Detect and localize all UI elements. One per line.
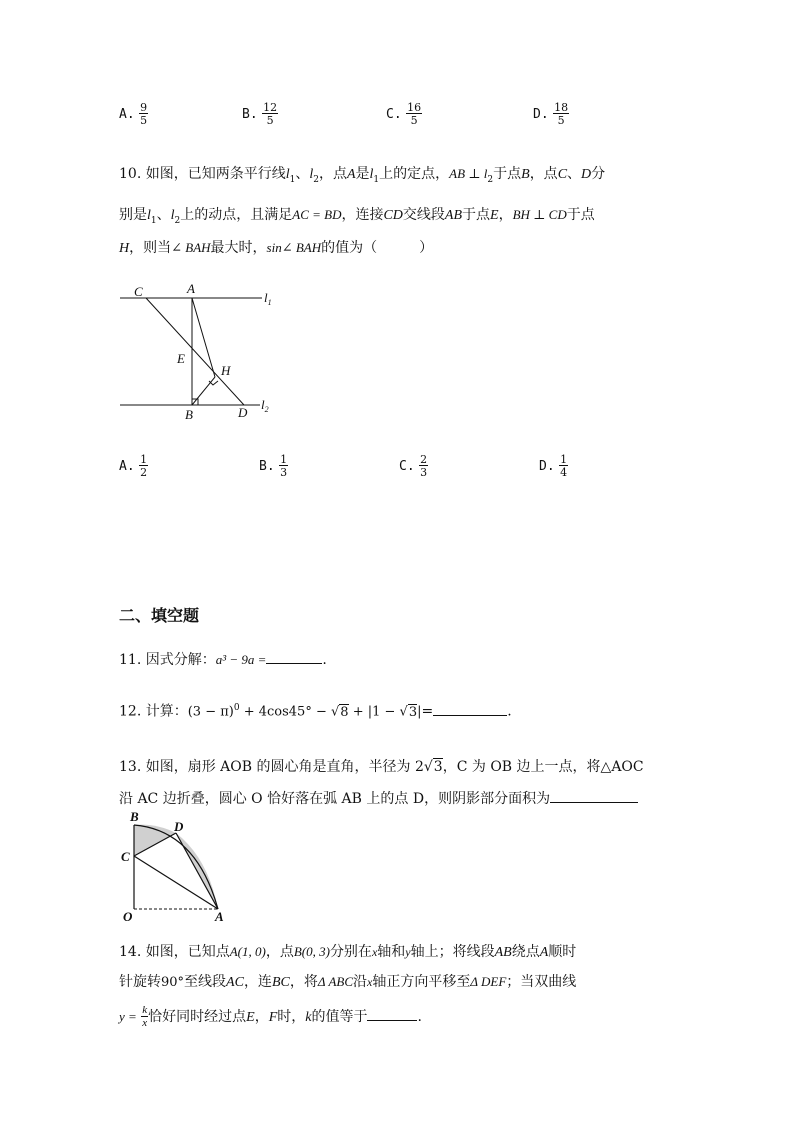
text: ， [498, 207, 513, 223]
math: A(1, 0) [229, 944, 266, 959]
q13-figure [112, 808, 234, 926]
text: 、 [156, 207, 171, 223]
math: 90° [161, 975, 185, 990]
text: 于点 [462, 207, 491, 223]
question-number: 12. [119, 703, 142, 720]
option-label: C. [386, 107, 402, 122]
text: 顺时 [548, 944, 577, 960]
text: 因式分解： [145, 652, 216, 668]
var: D [581, 167, 592, 182]
answer-blank[interactable] [367, 1006, 417, 1021]
math: ∠ BAH [171, 240, 211, 255]
sub: 1 [150, 215, 157, 226]
question-12 [119, 698, 512, 723]
text: ，将 [289, 974, 318, 990]
math: B(0, 3) [293, 944, 330, 959]
segment-bh [192, 377, 215, 405]
text: 轴正方向平移至 [372, 974, 471, 990]
q10-option-c[interactable] [399, 454, 428, 478]
label-a: A [215, 909, 224, 924]
label-l2 [261, 397, 269, 414]
text: 分 [591, 166, 606, 182]
denominator: 2 [140, 466, 148, 479]
label-d: D [174, 819, 184, 834]
l2-letter: l [261, 397, 265, 412]
text: 上的定点， [379, 166, 450, 182]
var: x [371, 945, 378, 959]
var: l [147, 208, 151, 223]
question-number: 14. [119, 944, 142, 960]
q9-option-b[interactable] [242, 102, 278, 126]
option-label: B. [242, 107, 258, 122]
var: F [268, 1010, 278, 1025]
math: + 4cos45° − [239, 704, 331, 720]
var: k [305, 1010, 312, 1025]
numerator: 1 [140, 453, 148, 466]
l2-sub: 2 [264, 405, 269, 414]
denominator: 5 [262, 113, 278, 126]
q10-option-d[interactable] [539, 454, 568, 478]
text: 于点 [566, 207, 595, 223]
text: ，连 [243, 974, 272, 990]
q10-line-1 [119, 164, 605, 190]
q10-option-b[interactable] [259, 454, 288, 478]
label-b: B [130, 809, 139, 824]
label-h: H [221, 363, 231, 378]
q10-line-3 [119, 238, 433, 259]
answer-blank[interactable] [266, 649, 322, 664]
label-a: A [187, 281, 195, 296]
text: . [507, 703, 512, 720]
var: l [285, 167, 290, 182]
radicand: 8 [340, 704, 349, 720]
text: ，C 为 OB 边上一点，将△AOC [442, 759, 644, 775]
text: 针旋转 [119, 974, 161, 990]
math: a³ − 9a = [215, 652, 267, 667]
denominator: 3 [280, 466, 288, 479]
label-d: D [238, 405, 248, 420]
numerator: 1 [280, 453, 288, 466]
q13-line-2 [119, 788, 638, 809]
numerator: 16 [407, 101, 422, 114]
right-angle-h [209, 381, 218, 385]
label-b: B [185, 407, 193, 422]
radicand: 3 [433, 759, 443, 775]
denominator: 5 [406, 113, 422, 126]
option-label: A. [119, 107, 135, 122]
var: x [367, 975, 373, 989]
option-label: D. [533, 107, 549, 122]
q10-figure [112, 278, 282, 426]
question-11 [119, 649, 327, 670]
text: ，点 [318, 166, 347, 182]
fraction [553, 102, 569, 126]
q9-option-a[interactable] [119, 102, 148, 126]
math: BH ⊥ CD [512, 207, 567, 222]
numerator: 9 [140, 101, 148, 114]
q10-line-2 [119, 205, 595, 231]
answer-blank[interactable] [433, 701, 507, 716]
sqrt-3: √3 [423, 759, 443, 775]
fraction [139, 454, 148, 478]
question-number: 13. [119, 759, 142, 775]
var: H [119, 241, 130, 256]
math: AB ⊥ l [449, 166, 488, 181]
text: 沿 [353, 974, 368, 990]
text: . [322, 652, 327, 668]
fraction [262, 102, 278, 126]
math: Δ DEF [470, 974, 507, 989]
text: 上的动点，且满足 [180, 207, 293, 223]
sub: 1 [373, 174, 380, 185]
l1-sub: 1 [267, 298, 272, 307]
var: l [309, 167, 314, 182]
math: Δ ABC [317, 974, 354, 989]
fraction [559, 454, 568, 478]
text: 最大时， [210, 240, 267, 256]
text: 、 [567, 166, 582, 182]
var: C [557, 167, 568, 182]
question-number: 10. [119, 166, 142, 182]
text: 、 [295, 166, 310, 182]
sub: 2 [313, 174, 319, 185]
math: | [417, 704, 422, 720]
text: 时， [277, 1009, 306, 1025]
fraction [406, 102, 422, 126]
denominator: 5 [140, 114, 148, 127]
var: CD [383, 208, 403, 223]
text: ， [254, 1009, 269, 1025]
math: sin∠ BAH [266, 240, 322, 255]
denominator: 3 [420, 466, 428, 479]
numerator: 2 [420, 453, 428, 466]
segment-ah [192, 298, 215, 377]
text: 别是 [119, 207, 147, 223]
label-o: O [123, 909, 133, 924]
text: ，则当 [129, 240, 172, 256]
fraction [419, 454, 428, 478]
var: AB [494, 945, 512, 960]
text: 分别在 [329, 944, 372, 960]
fraction [139, 102, 148, 126]
text: 计算： [145, 703, 188, 720]
label-c: C [121, 849, 130, 864]
text: 沿 AC 边折叠，圆心 O 恰好落在弧 AB 上的点 D，则阴影部分面积为 [119, 791, 551, 807]
option-label: B. [259, 459, 275, 474]
text: 恰好同时经过点 [148, 1009, 247, 1025]
text: ，点 [265, 944, 294, 960]
sub: 2 [174, 215, 181, 226]
text: . [417, 1009, 422, 1025]
var: l [170, 208, 175, 223]
var: AB [444, 208, 463, 223]
text: 于点 [493, 166, 522, 182]
question-number: 11. [119, 652, 142, 668]
var: l [369, 167, 374, 182]
text: 是 [355, 166, 370, 182]
denominator: 4 [560, 466, 568, 479]
q9-option-d[interactable] [533, 102, 569, 126]
answer-blank[interactable] [550, 788, 638, 803]
var: E [490, 208, 499, 223]
section-heading: 二、填空题 [119, 606, 200, 625]
option-label: A. [119, 459, 135, 474]
text: 轴上；将线段 [410, 944, 495, 960]
segment-da [176, 833, 218, 909]
q10-option-a[interactable] [119, 454, 148, 478]
numerator: 12 [263, 101, 278, 114]
label-c: C [134, 284, 143, 299]
text: 绕点 [511, 944, 540, 960]
numerator: k [142, 1004, 148, 1016]
text: 的值为（ ） [321, 240, 434, 256]
q14-line-3 [119, 1005, 422, 1029]
var: A [346, 167, 356, 182]
text: 交线段 [402, 207, 445, 223]
sup: 0 [233, 703, 240, 713]
fraction [279, 454, 288, 478]
text: 至线段 [184, 974, 227, 990]
text: ，连接 [341, 207, 384, 223]
var: y [405, 945, 411, 959]
text: ，点 [529, 166, 558, 182]
var: E [246, 1010, 255, 1025]
math: + |1 − [348, 704, 400, 720]
var: B [521, 167, 530, 182]
text: 如图，已知点 [145, 944, 230, 960]
q13-line-1 [119, 757, 644, 777]
sqrt-3: √3 [399, 704, 418, 720]
denominator: x [142, 1017, 148, 1029]
option-label: C. [399, 459, 415, 474]
text: 轴和 [377, 944, 406, 960]
text: ；当双曲线 [506, 974, 577, 990]
option-label: D. [539, 459, 555, 474]
var: AC [226, 975, 244, 990]
math: y = [119, 1009, 137, 1024]
text: 如图，扇形 AOB 的圆心角是直角，半径为 [145, 759, 415, 775]
numerator: 1 [560, 453, 568, 466]
radicand: 3 [408, 704, 418, 720]
denominator: 5 [553, 113, 569, 126]
q14-line-2 [119, 972, 576, 993]
text: 的值等于 [311, 1009, 368, 1025]
sqrt-8: √8 [330, 704, 349, 720]
text: = [421, 703, 434, 720]
sub: 1 [289, 174, 296, 185]
label-l1 [264, 290, 272, 307]
var: BC [271, 975, 290, 990]
numerator: 18 [554, 101, 569, 114]
math: 2 [414, 759, 424, 775]
segment-cd [146, 298, 244, 405]
math: (3 − π) [187, 704, 234, 720]
q9-option-c[interactable] [386, 102, 422, 126]
math: AC = BD [292, 207, 342, 222]
var: A [539, 945, 549, 960]
sub: 2 [487, 174, 494, 185]
l1-letter: l [264, 290, 268, 305]
label-e: E [177, 351, 185, 366]
text: 如图，已知两条平行线 [145, 166, 286, 182]
q14-line-1 [119, 942, 576, 963]
